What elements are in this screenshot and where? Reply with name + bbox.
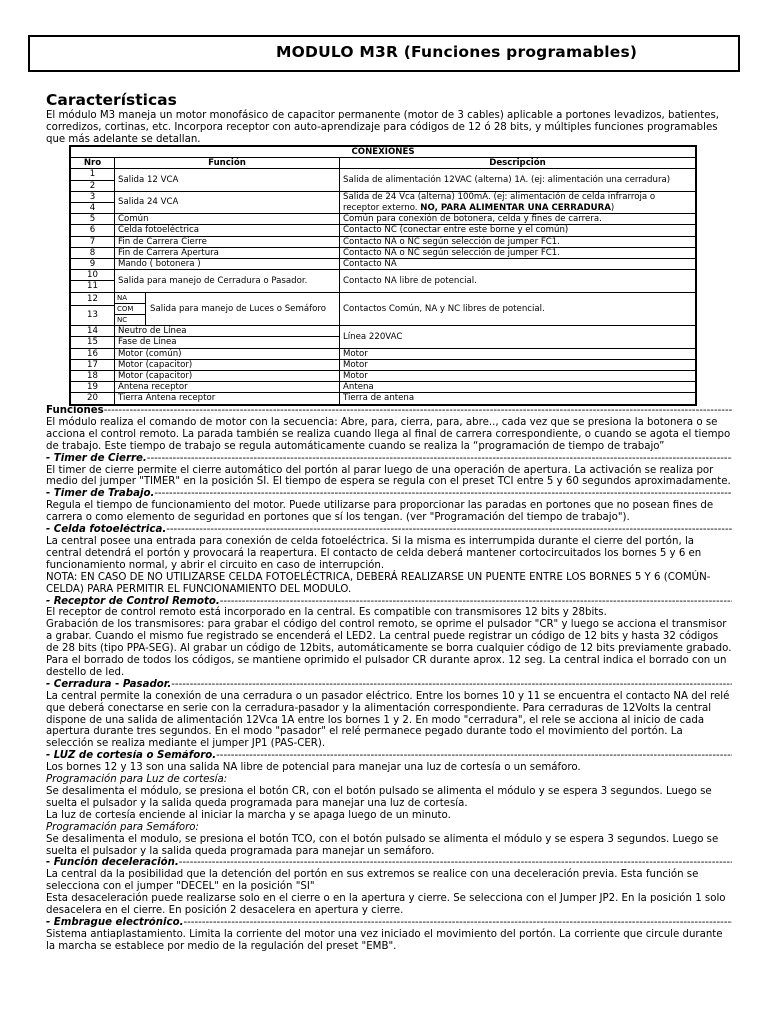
paragraph: Grabación de los transmisores: para grabar el código del control remoto, se oprime el pulsador "CR" y luego se acciona el transmisor a grabar. Cuando el mismo fue registrado se encenderá el LED2. La central puede registrar un código de 12 bits y hasta 32 códigos de 28 bits (tipo PPA-SEG). Al grabar un código de 12bits, automáticamente se borra cualquier código de 12 bits previamente grabado. Para el borrado de todos los códigos, se mantiene oprimido el pulsador CR durante aprox. 12 seg. La central indica el borrado con un destello de led. <box>46 619 732 678</box>
table-row: 7 Fin de Carrera Cierre Contacto NA o NC según selección de jumper FC1. <box>70 236 696 247</box>
document-body <box>46 405 732 953</box>
table-row: 12 NA COM NC Salida para manejo de Luces o Semáforo Contactos Común, NA y NC libres de potencial. <box>70 292 696 305</box>
table-row: 16 Motor (común) Motor <box>70 348 696 359</box>
col-header-descripcion: Descripción <box>340 158 697 169</box>
cell-funcion-luces: NA COM NC Salida para manejo de Luces o Semáforo <box>115 292 340 326</box>
intro-paragraph: El módulo M3 maneja un motor monofásico de capacitor permanente (motor de 3 cables) aplicable a portones levadizos, batientes, corredizos, cortinas, etc. Incorpora receptor con auto-aprendizaje para códigos de 12 ó 28 bits, y múltiples funciones programables que más adelante se detallan. <box>46 110 720 146</box>
paragraph: Esta desaceleración puede realizarse solo en el cierre o en la apertura y cierre. Se selecciona con el Jumper JP2. En la posición 1 solo desacelera en el cierre. En posición 2 desacelera en apertura y cierre. <box>46 893 726 917</box>
cell-funcion: Salida 12 VCA <box>115 169 340 191</box>
table-row: 10 Salida para manejo de Cerradura o Pasador. Contacto NA libre de potencial. <box>70 270 696 281</box>
table-row: 9 Mando ( botonera ) Contacto NA <box>70 259 696 270</box>
table-row: 17 Motor (capacitor) Motor <box>70 359 696 370</box>
section-title-luz: - LUZ de cortesía o Semáforo. ----- <box>46 750 732 762</box>
section-title-embrague: - Embrague electrónico. ----- <box>46 917 732 929</box>
subheading: Programación para Luz de cortesía: <box>46 774 228 786</box>
paragraph: El módulo realiza el comando de motor con la secuencia: Abre, para, cierra, para, abre.., cada vez que se presiona la botonera o se acciona el control remoto. La parada también se realiza cuando llega al final de carrera correspondiente, o cuando se agota el tiempo de trabajo. Este tiempo de trabajo se regula automáticamente cuando se realiza la “programación de tiempo de trabajo” <box>46 416 731 452</box>
cell-desc: Salida de 24 Vca (alterna) 100mA. (ej: alimentación de celda infrarroja o receptor externo. NO, PARA ALIMENTAR UNA CERRADURA) <box>340 191 697 213</box>
section-title-deceleracion: - Función deceleración. ----- <box>46 857 732 869</box>
table-row: 19 Antena receptor Antena <box>70 382 696 393</box>
paragraph: El receptor de control remoto está incorporado en la central. Es compatible con transmisores 12 bits y 28bits. <box>46 607 607 619</box>
table-row: 15 Fase de Línea <box>70 337 696 348</box>
paragraph: El timer de cierre permite el cierre automático del portón al parar luego de una operación de apertura. La activación se realiza por medio del jumper "TIMER" en la posición SI. El tiempo de espera se regula con el preset TCI entre 5 y 60 segundos aproximadamente. <box>46 464 731 488</box>
paragraph: La central posee una entrada para conexión de celda fotoeléctrica. Si la misma es interrumpida durante el cierre del portón, la central detendrá el portón y provocará la reapertura. El contacto de celda deberá mantener cortocircuitados los bornes 5 y 6 en funcionamiento normal, y abrir el circuito en caso de interrupción. <box>46 535 702 571</box>
col-header-nro: Nro <box>70 158 115 169</box>
title-box <box>28 35 740 72</box>
code-na: NA <box>115 293 145 304</box>
paragraph: Sistema antiaplastamiento. Limita la corriente del motor una vez iniciado el movimiento del portón. La corriente que circule durante la marcha se establece por medio de la regulación del preset "EMB". <box>46 928 723 952</box>
paragraph: La luz de cortesía enciende al iniciar la marcha y se apaga luego de un minuto. <box>46 809 451 821</box>
cell-nro: 1 <box>70 169 115 180</box>
cell-funcion: Salida 24 VCA <box>115 191 340 213</box>
subheading: Programación para Semáforo: <box>46 821 199 833</box>
table-row: 20 Tierra Antena receptor Tierra de antena <box>70 393 696 405</box>
section-title-receptor: - Receptor de Control Remoto. ----- <box>46 596 732 608</box>
table-row: 14 Neutro de Línea Línea 220VAC <box>70 326 696 337</box>
cell-desc: Salida de alimentación 12VAC (alterna) 1A. (ej: alimentación una cerradura) <box>340 169 697 191</box>
note-paragraph: NOTA: EN CASO DE NO UTILIZARSE CELDA FOTOELÉCTRICA, DEBERÁ REALIZARSE UN PUENTE ENTRE LOS BORNES 5 Y 6 (COMÚN-CELDA) PARA PERMITIR EL FUNCIONAMIENTO DEL MODULO. <box>46 571 711 595</box>
table-row <box>70 191 696 202</box>
paragraph: Los bornes 12 y 13 son una salida NA libre de potencial para manejar una luz de cortesía o un semáforo. <box>46 762 581 774</box>
table-row: 18 Motor (capacitor) Motor <box>70 371 696 382</box>
section-heading: Características <box>46 91 177 109</box>
paragraph: Regula el tiempo de funcionamiento del motor. Puede utilizarse para proporcionar las paradas en portones que no posean fines de carrera o como elemento de seguridad en portones que sí los tengan. (ver "Programación del tiempo de trabajo"). <box>46 500 714 524</box>
code-nc: NC <box>117 316 128 325</box>
cell-nro: 3 <box>70 191 115 202</box>
connections-table <box>69 145 697 406</box>
table-row: 13 <box>70 305 696 326</box>
table-row: 5 Común Común para conexión de botonera, celda y fines de carrera. <box>70 214 696 225</box>
cell-nro: 4 <box>70 203 115 214</box>
section-title-timer-cierre: - Timer de Cierre. ----- <box>46 453 732 465</box>
paragraph: La central permite la conexión de una cerradura o un pasador eléctrico. Entre los bornes 10 y 11 se encuentra el contacto NA del relé que deberá conectarse en serie con la cerradura-pasador y la alimentación correspondiente. Para cerraduras de 12Volts la central dispone de una salida de alimentación 12Vca 1A entre los bornes 1 y 2. En modo "cerradura", el rele se acciona al inicio de cada apertura durante tres segundos. En el modo "pasador" el relé permanece pegado durante todo el movimiento del portón. La selección se realiza mediante el jumper JP1 (PAS-CER). <box>46 690 730 750</box>
section-title-celda: - Celda fotoeléctrica. ----- <box>46 524 732 536</box>
section-title-cerradura: - Cerradura - Pasador. ----- <box>46 679 732 691</box>
table-row: 11 <box>70 281 696 292</box>
paragraph: La central da la posibilidad que la detención del portón en sus extremos se realice con una deceleración previa. Esta función se selecciona con el jumper "DECEL" en la posición "SI" <box>46 869 699 893</box>
paragraph: Se desalimenta el módulo, se presiona el botón CR, con el botón pulsado se alimenta el módulo y se espera 3 segundos. Luego se suelta el pulsador y la salida queda programada para manejar una luz de cortesía. <box>46 786 712 809</box>
section-title-timer-trabajo: - Timer de Trabajo. ----- <box>46 488 732 500</box>
paragraph: Se desalimenta el modulo, se presiona el botón TCO, con el botón pulsado se alimenta el módulo y se espera 3 segundos. Luego se suelta el pulsador y la salida queda programada para manejar un semáforo. <box>46 833 719 857</box>
table-row: 6 Celda fotoeléctrica Contacto NC (conectar entre este borne y el común) <box>70 225 696 236</box>
table-row: 8 Fin de Carrera Apertura Contacto NA o NC según selección de jumper FC1. <box>70 247 696 258</box>
table-caption: CONEXIONES <box>70 146 696 158</box>
section-title-funciones: Funciones ----- <box>46 405 732 417</box>
cell-nro: 2 <box>70 180 115 191</box>
page-title: MODULO M3R (Funciones programables) <box>276 43 638 61</box>
col-header-funcion: Función <box>115 158 340 169</box>
table-row <box>70 169 696 180</box>
code-com: COM <box>115 304 145 315</box>
